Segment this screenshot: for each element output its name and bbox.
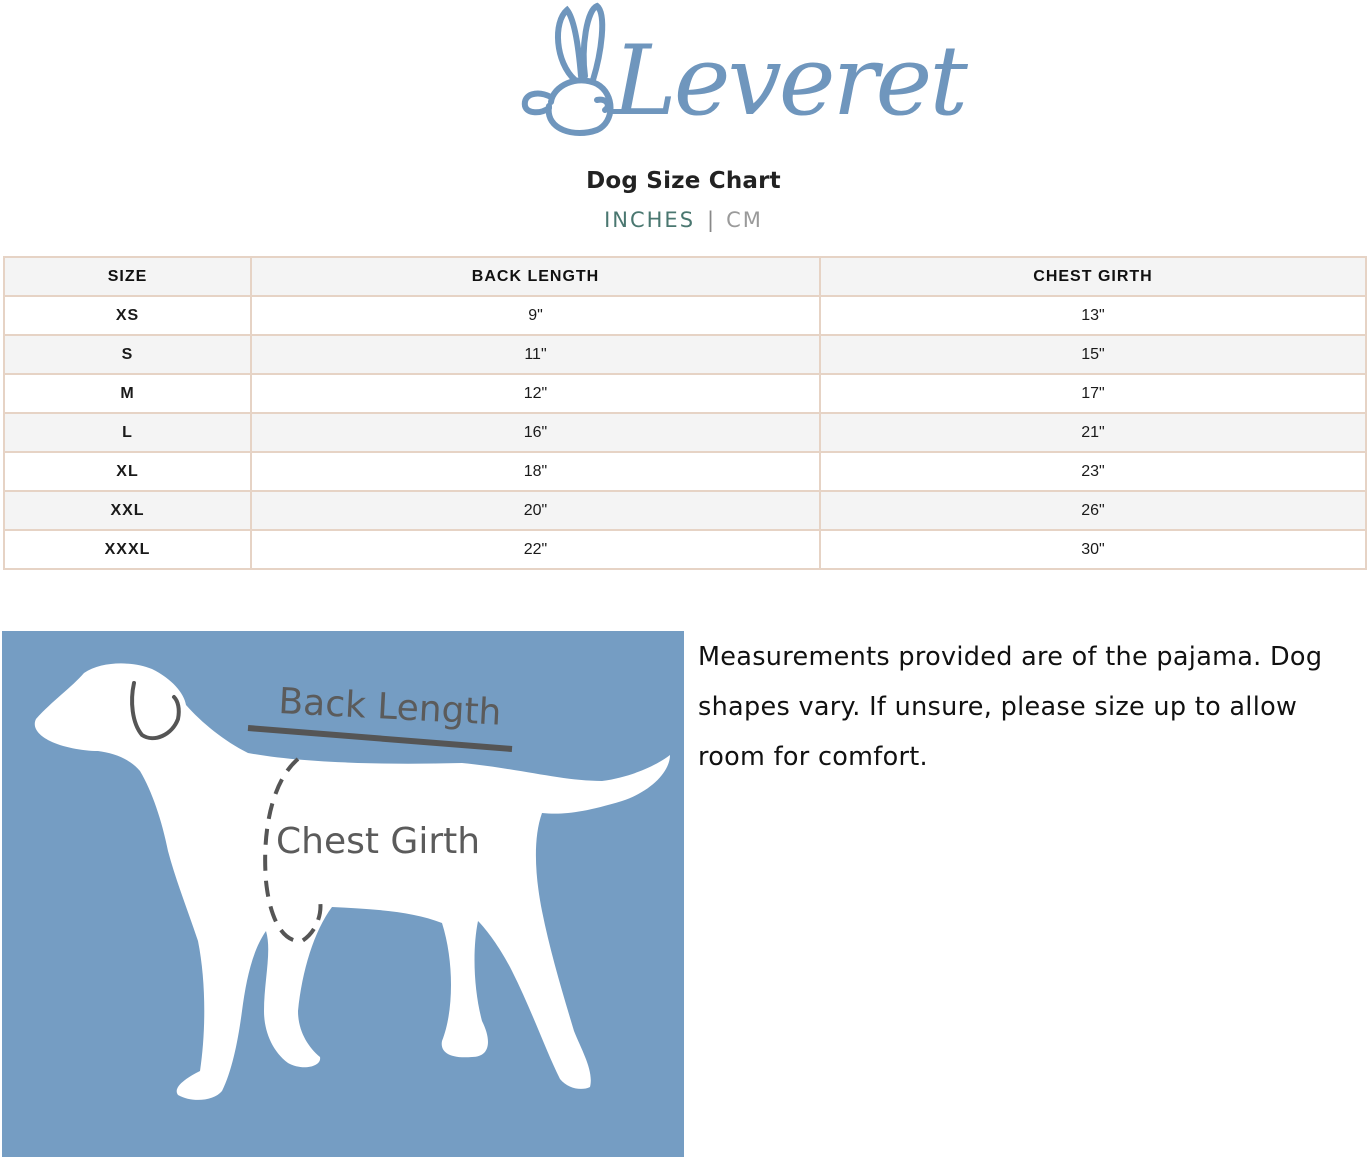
chest-girth-cell: 15" [820,335,1366,374]
table-row [4,491,1366,530]
table-row [4,452,1366,491]
back-length-cell: 20" [251,491,820,530]
column-header-chest-girth: CHEST GIRTH [820,257,1366,296]
back-length-cell: 16" [251,413,820,452]
table-header-row [4,257,1366,296]
brand-name: Leveret [613,25,965,137]
chest-girth-cell: 21" [820,413,1366,452]
chest-girth-cell: 17" [820,374,1366,413]
unit-cm-tab[interactable]: CM [726,208,763,232]
size-cell: XXXL [4,530,251,569]
table-row [4,530,1366,569]
sizing-note: Measurements provided are of the pajama. Dog shapes vary. If unsure, please size up to allow room for comfort. [698,642,1323,772]
table-row [4,374,1366,413]
column-header-back-length: BACK LENGTH [251,257,820,296]
back-length-cell: 9" [251,296,820,335]
page-title: Dog Size Chart [586,168,781,194]
chest-girth-cell: 26" [820,491,1366,530]
dog-silhouette [35,663,670,1100]
bunny-icon [525,6,611,133]
size-cell: S [4,335,251,374]
column-header-size: SIZE [4,257,251,296]
chest-girth-label: Chest Girth [276,821,481,862]
brand-logo [515,2,965,147]
chest-girth-cell: 30" [820,530,1366,569]
table-row [4,413,1366,452]
unit-inches-tab[interactable]: INCHES [604,208,696,232]
unit-toggle [0,208,1367,232]
back-length-cell: 22" [251,530,820,569]
size-cell: XXL [4,491,251,530]
back-length-cell: 18" [251,452,820,491]
back-length-label: Back Length [277,681,503,734]
table-row [4,335,1366,374]
size-cell: L [4,413,251,452]
size-cell: XS [4,296,251,335]
chest-girth-cell: 23" [820,452,1366,491]
back-length-cell: 11" [251,335,820,374]
size-cell: M [4,374,251,413]
size-table [3,256,1367,570]
size-cell: XL [4,452,251,491]
unit-separator: | [707,208,715,232]
back-length-cell: 12" [251,374,820,413]
dog-measurement-illustration [2,631,684,1157]
table-row [4,296,1366,335]
chest-girth-cell: 13" [820,296,1366,335]
